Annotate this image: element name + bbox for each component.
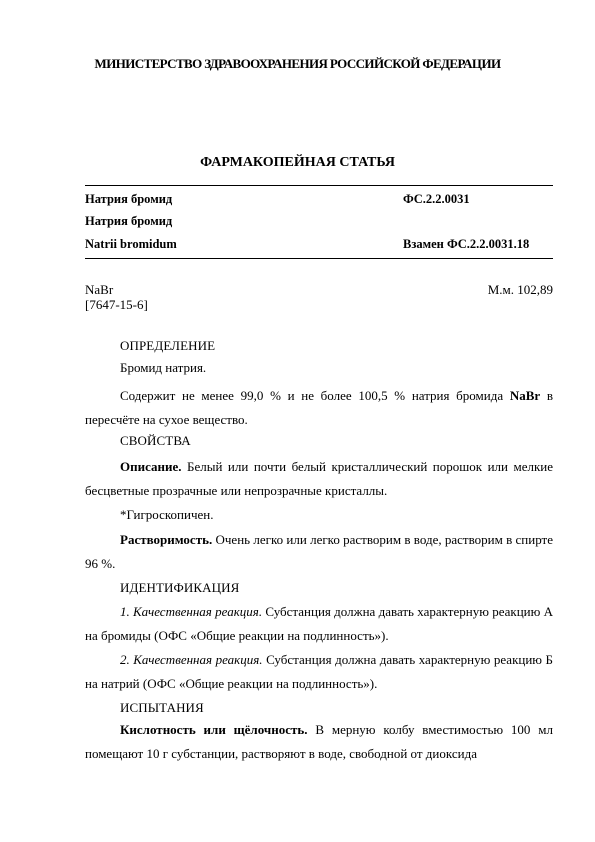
solubility-label: Растворимость. (120, 532, 213, 547)
description-paragraph: Описание. Белый или почти белый кристаллический порошок или мелкие бесцветные прозрачные или непрозрачные кристаллы. (85, 459, 553, 498)
content-formula: NaBr (509, 388, 541, 403)
identification-test-1-label: 1. Качественная реакция. (120, 604, 263, 619)
substance-name-latin: Natrii bromidum (85, 237, 177, 251)
identification-test-2-label: 2. Качественная реакция. (120, 652, 263, 667)
identification-heading: ИДЕНТИФИКАЦИЯ (120, 580, 240, 595)
cas-number: [7647-15-6] (85, 297, 148, 312)
substance-name-ru-1: Натрия бромид (85, 192, 173, 206)
monograph-code: ФС.2.2.0031 (403, 192, 470, 206)
molecular-weight: М.м. 102,89 (487, 282, 553, 297)
divider-top (85, 185, 553, 186)
identification-test-1: 1. Качественная реакция. Субстанция должна давать характерную реакцию А на бромиды (ОФС «Общие реакции на подлинность»). (85, 604, 554, 643)
acidity-paragraph: Кислотность или щёлочность. В мерную колбу вместимостью 100 мл помещают 10 г субстанции, растворяют в воде, свободной от диоксида (85, 722, 553, 761)
replaces-code: Взамен ФС.2.2.0031.18 (403, 237, 530, 251)
identification-test-2: 2. Качественная реакция. Субстанция должна давать характерную реакцию Б на натрий (ОФС «Общие реакции на подлинность»). (85, 652, 554, 691)
description-label: Описание. (120, 459, 182, 474)
solubility-paragraph: Растворимость. Очень легко или легко растворим в воде, растворим в спирте 96 %. (85, 532, 553, 571)
substance-name-ru-2: Натрия бромид (85, 214, 173, 228)
document-type-title: ФАРМАКОПЕЙНАЯ СТАТЬЯ (200, 155, 395, 170)
properties-heading: СВОЙСТВА (120, 433, 191, 448)
definition-heading: ОПРЕДЕЛЕНИЕ (120, 338, 216, 353)
acidity-label: Кислотность или щёлочность. (120, 722, 308, 737)
hygroscopic-paragraph: *Гигроскопичен. (120, 507, 214, 522)
content-paragraph: Содержит не менее 99,0 % и не более 100,5 % натрия бромида NaBr в пересчёте на сухое вещество. (85, 388, 554, 427)
divider-bottom (85, 258, 553, 259)
chemical-formula: NaBr (85, 282, 114, 297)
ministry-title: МИНИСТЕРСТВО ЗДРАВООХРАНЕНИЯ РОССИЙСКОЙ ФЕДЕРАЦИИ (94, 56, 501, 71)
definition-text: Бромид натрия. (120, 360, 207, 375)
tests-heading: ИСПЫТАНИЯ (120, 700, 204, 715)
